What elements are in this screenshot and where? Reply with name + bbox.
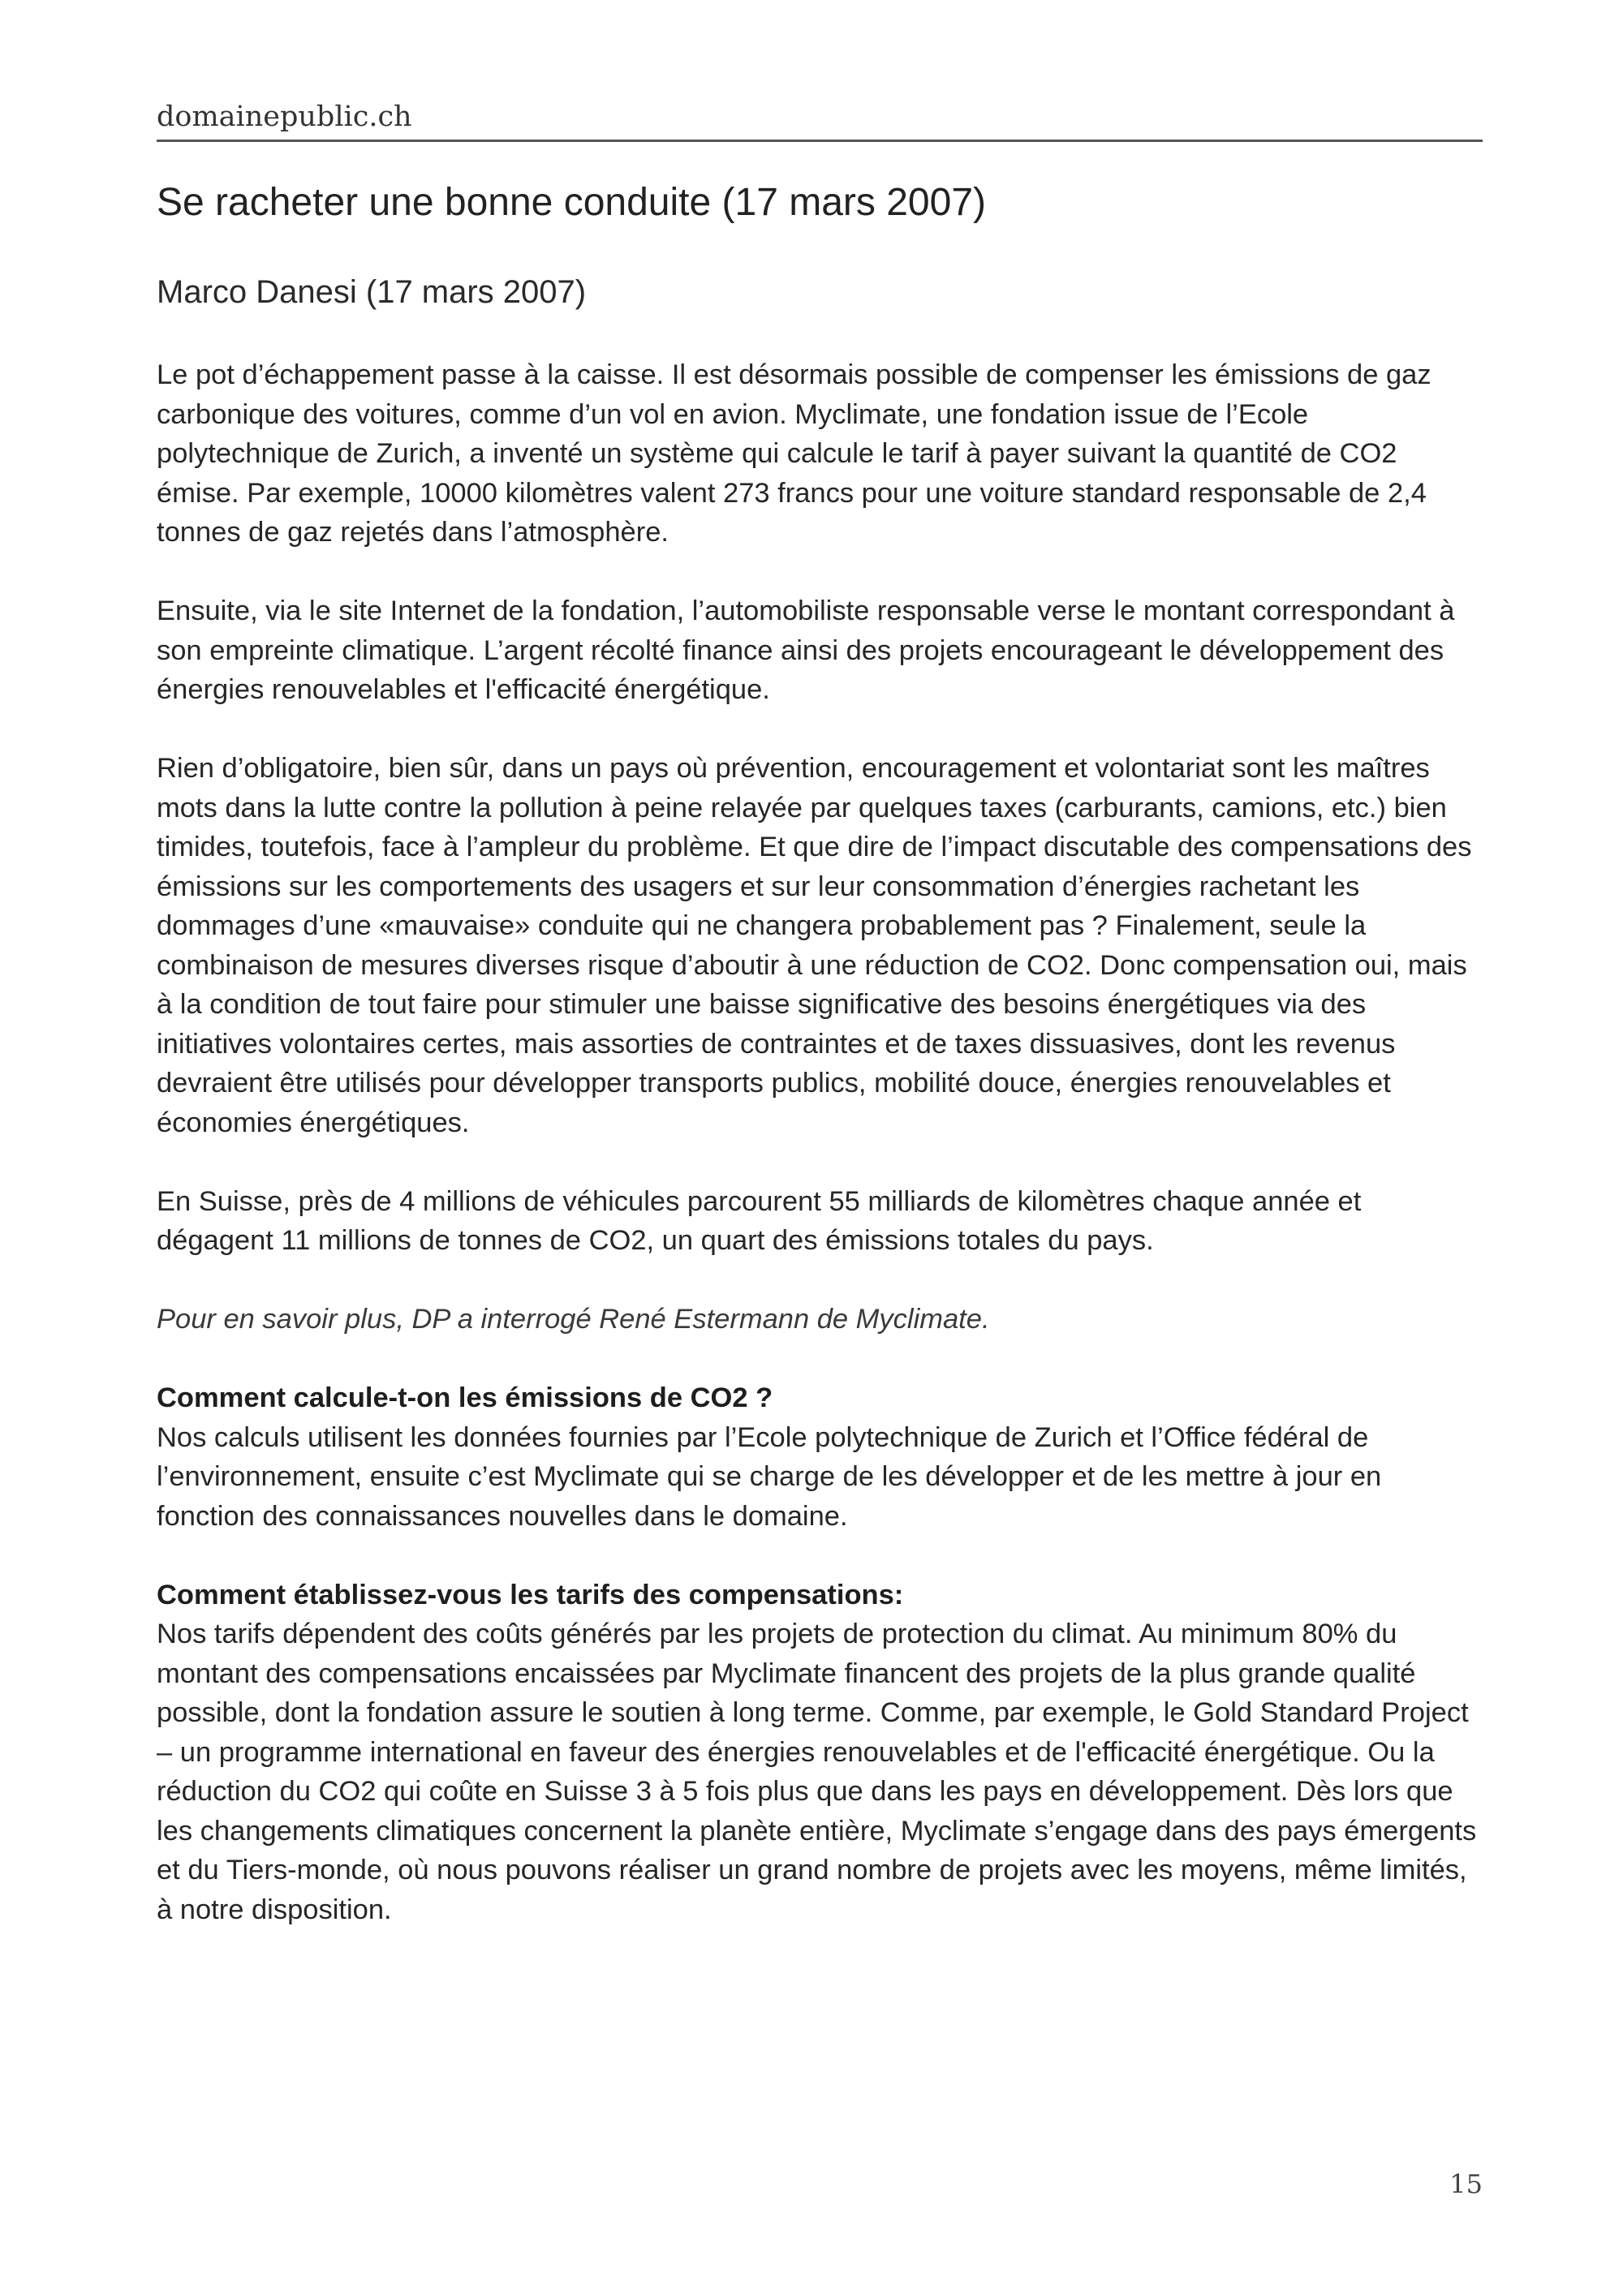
interview-answer: Nos calculs utilisent les données fournies par l’Ecole polytechnique de Zurich et l’Office fédéral de l’environnement, ensuite c’est Myclimate qui se charge de les développer et de les mettre à jour en fonction des connaissances nouvelles dans le domaine. — [157, 1421, 1382, 1532]
interview-qa — [157, 1378, 1483, 1536]
site-name: domainepublic.ch — [157, 101, 412, 133]
running-header — [157, 99, 1483, 142]
interview-intro: Pour en savoir plus, DP a interrogé René Estermann de Myclimate. — [157, 1304, 990, 1335]
interview-qa — [157, 1576, 1483, 1930]
interview-question: Comment établissez-vous les tarifs des compensations: — [157, 1579, 904, 1610]
body-paragraph: Ensuite, via le site Internet de la fondation, l’automobiliste responsable verse le montant correspondant à son empreinte climatique. L’argent récolté finance ainsi des projets encourageant le développement des énergies renouvelables et l'efficacité énergétique. — [157, 595, 1455, 705]
page-number: 15 — [1449, 2169, 1483, 2199]
article-byline: Marco Danesi (17 mars 2007) — [157, 274, 587, 310]
document-page — [157, 0, 1483, 2296]
body-paragraph: Le pot d’échappement passe à la caisse. Il est désormais possible de compenser les émissions de gaz carbonique des voitures, comme d’un vol en avion. Myclimate, une fondation issue de l’Ecole polytechnique de Zurich, a inventé un système qui calcule le tarif à payer suivant la quantité de CO2 émise. Par exemple, 10000 kilomètres valent 273 francs pour une voiture standard responsable de 2,4 tonnes de gaz rejetés dans l’atmosphère. — [157, 359, 1431, 548]
interview-answer: Nos tarifs dépendent des coûts générés par les projets de protection du climat. Au minimum 80% du montant des compensations encaissées par Myclimate financent des projets de la plus grande qualité possible, dont la fondation assure le soutien à long terme. Comme, par exemple, le Gold Standard Project – un programme international en faveur des énergies renouvelables et de l'efficacité énergétique. Ou la réduction du CO2 qui coûte en Suisse 3 à 5 fois plus que dans les pays en développement. Dès lors que les changements climatiques concernent la planète entière, Myclimate s’engage dans des pays émergents et du Tiers-monde, où nous pouvons réaliser un grand nombre de projets avec les moyens, même limités, à notre disposition. — [157, 1619, 1477, 1925]
article-title: Se racheter une bonne conduite (17 mars 2007) — [157, 181, 986, 224]
body-paragraph: Rien d’obligatoire, bien sûr, dans un pays où prévention, encouragement et volontariat sont les maîtres mots dans la lutte contre la pollution à peine relayée par quelques taxes (carburants, camions, etc.) bien timides, toutefois, face à l’ampleur du problème. Et que dire de l’impact discutable des compensations des émissions sur les comportements des usagers et sur leur consommation d’énergies rachetant les dommages d’une «mauvaise» conduite qui ne changera probablement pas ? Finalement, seule la combinaison de mesures diverses risque d’aboutir à une réduction de CO2. Donc compensation oui, mais à la condition de tout faire pour stimuler une baisse significative des besoins énergétiques via des initiatives volontaires certes, mais assorties de contraintes et de taxes dissuasives, dont les revenus devraient être utilisés pour développer transports publics, mobilité douce, énergies renouvelables et économies énergétiques. — [157, 753, 1472, 1138]
interview-question: Comment calcule-t-on les émissions de CO2 ? — [157, 1382, 773, 1413]
article-body — [157, 355, 1483, 1969]
body-paragraph: En Suisse, près de 4 millions de véhicules parcourent 55 milliards de kilomètres chaque année et dégagent 11 millions de tonnes de CO2, un quart des émissions totales du pays. — [157, 1185, 1362, 1256]
